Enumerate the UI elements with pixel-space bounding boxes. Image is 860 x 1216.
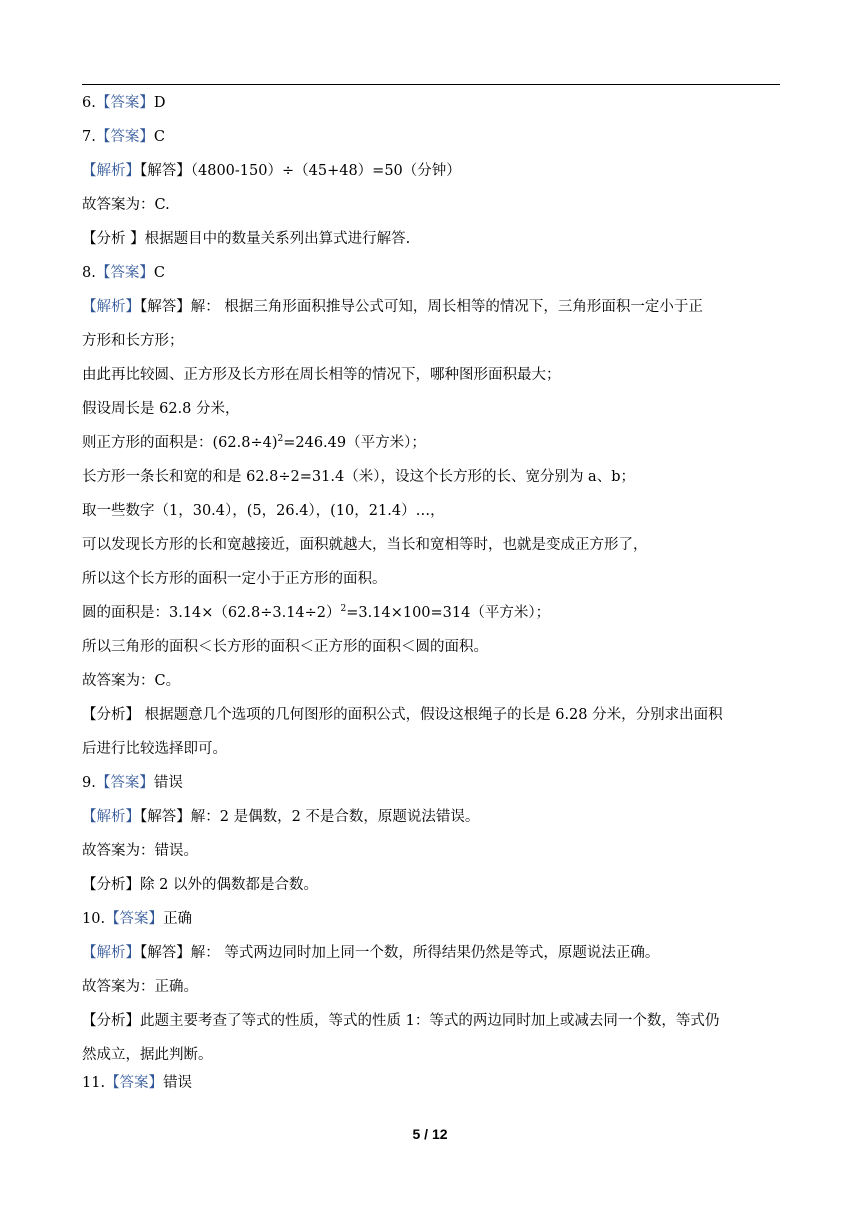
- line-text: 故答案为：正确。: [82, 979, 198, 995]
- line-text: 假设周长是 62.8 分米，: [82, 401, 240, 417]
- text-line: [82, 706, 723, 724]
- text-line: [82, 1046, 213, 1064]
- line-text: 错误: [163, 1075, 193, 1091]
- line-text: 故答案为：C。: [82, 673, 181, 689]
- line-text: C: [153, 129, 165, 145]
- line-text: 【分析 】根据题目中的数量关系列出算式进行解答.: [82, 231, 411, 247]
- line-text: 故答案为：C.: [82, 197, 170, 213]
- section-tag: 【解析】: [82, 809, 140, 825]
- text-line: [82, 1074, 192, 1092]
- line-text: 方形和长方形；: [82, 333, 184, 349]
- line-text: C: [153, 265, 165, 281]
- line-text: 【解答】（4800-150）÷（45+48）=50（分钟）: [140, 163, 461, 179]
- line-text: 【分析】此题主要考查了等式的性质，等式的性质 1：等式的两边同时加上或减去同一个数，等式仍: [82, 1013, 720, 1029]
- text-line: [82, 944, 659, 962]
- section-tag: 【答案】: [95, 129, 154, 145]
- question-number: 8.: [82, 265, 96, 281]
- text-line: [82, 774, 183, 792]
- line-text: 所以三角形的面积＜长方形的面积＜正方形的面积＜圆的面积。: [82, 639, 488, 655]
- text-line: [82, 162, 461, 180]
- section-tag: 【答案】: [105, 911, 164, 927]
- text-line: [82, 264, 165, 282]
- line-text-cont: =3.14×100=314（平方米）；: [346, 605, 551, 621]
- line-text: 然成立，据此判断。: [82, 1047, 213, 1063]
- line-text: 则正方形的面积是：(62.8÷4): [82, 435, 278, 451]
- text-line: [82, 842, 198, 860]
- text-line: [82, 536, 648, 554]
- section-tag: 【答案】: [95, 95, 154, 111]
- text-line: [82, 94, 165, 112]
- line-text: 后进行比较选择即可。: [82, 741, 227, 757]
- text-line: [82, 400, 240, 418]
- page-number: 5 / 12: [412, 1126, 448, 1142]
- line-text-cont: =246.49（平方米）；: [283, 435, 426, 451]
- text-line: [82, 434, 426, 452]
- text-line: [82, 366, 561, 384]
- line-text: 由此再比较圆、正方形及长方形在周长相等的情况下，哪种图形面积最大；: [82, 367, 561, 383]
- text-line: [82, 570, 387, 588]
- text-line: [82, 910, 192, 928]
- text-line: [82, 876, 318, 894]
- section-tag: 【解析】: [82, 299, 140, 315]
- section-tag: 【答案】: [95, 775, 154, 791]
- line-text: 【分析】 根据题意几个选项的几何图形的面积公式，假设这根绳子的长是 6.28 分米，分别求出面积: [82, 707, 723, 723]
- line-text: 【分析】除 2 以外的偶数都是合数。: [82, 877, 318, 893]
- text-line: [82, 672, 180, 690]
- line-text: 错误: [153, 775, 183, 791]
- question-number: 11.: [82, 1075, 106, 1091]
- line-text: 故答案为：错误。: [82, 843, 198, 859]
- text-line: [82, 978, 198, 996]
- header-rule: [82, 84, 780, 85]
- text-line: [82, 502, 445, 520]
- section-tag: 【解析】: [82, 163, 140, 179]
- text-line: [82, 740, 227, 758]
- line-text: 圆的面积是：3.14×（62.8÷3.14÷2）: [82, 605, 341, 621]
- line-text: 正确: [163, 911, 193, 927]
- line-text: 可以发现长方形的长和宽越接近，面积就越大，当长和宽相等时，也就是变成正方形了，: [82, 537, 648, 553]
- line-text: 长方形一条长和宽的和是 62.8÷2=31.4（米），设这个长方形的长、宽分别为 a、b；: [82, 469, 635, 485]
- question-number: 7.: [82, 129, 96, 145]
- line-text: 【解答】解： 等式两边同时加上同一个数，所得结果仍然是等式，原题说法正确。: [140, 945, 660, 961]
- text-line: [82, 128, 165, 146]
- text-line: [82, 230, 410, 248]
- line-text: 取一些数字（1，30.4），(5，26.4），(10，21.4）…，: [82, 503, 445, 519]
- text-line: [82, 1012, 719, 1030]
- superscript: 2: [277, 434, 284, 444]
- section-tag: 【答案】: [105, 1075, 164, 1091]
- superscript: 2: [340, 604, 347, 614]
- question-number: 6.: [82, 95, 96, 111]
- text-line: [82, 332, 184, 350]
- text-line: [82, 808, 479, 826]
- section-tag: 【答案】: [95, 265, 154, 281]
- line-text: D: [153, 95, 166, 111]
- text-line: [82, 638, 488, 656]
- question-number: 10.: [82, 911, 106, 927]
- text-line: [82, 604, 550, 622]
- line-text: 所以这个长方形的面积一定小于正方形的面积。: [82, 571, 387, 587]
- section-tag: 【解析】: [82, 945, 140, 961]
- question-number: 9.: [82, 775, 96, 791]
- text-line: [82, 468, 635, 486]
- text-line: [82, 196, 170, 214]
- line-text: 【解答】解： 根据三角形面积推导公式可知，周长相等的情况下，三角形面积一定小于正: [140, 299, 703, 315]
- text-line: [82, 298, 703, 316]
- line-text: 【解答】解：2 是偶数，2 不是合数，原题说法错误。: [140, 809, 480, 825]
